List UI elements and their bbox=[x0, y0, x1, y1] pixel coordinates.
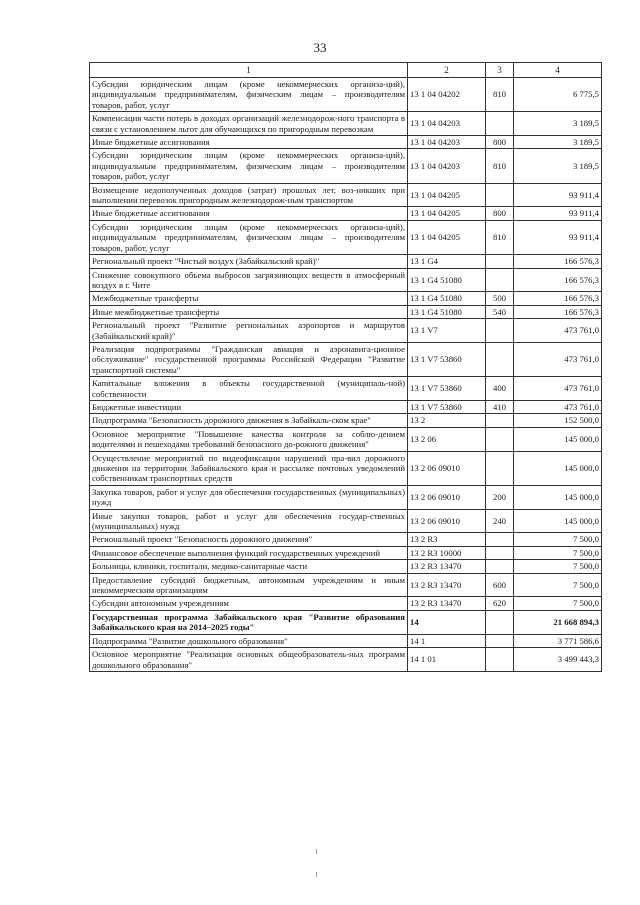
row-name: Подпрограмма "Развитие дошкольного образования" bbox=[90, 634, 408, 647]
row-code: 13 1 04 04203 bbox=[408, 149, 486, 183]
table-row bbox=[90, 400, 602, 413]
table-row bbox=[90, 255, 602, 268]
table-row bbox=[90, 183, 602, 207]
row-vr: 810 bbox=[486, 78, 514, 112]
row-name: Иные закупки товаров, работ и услуг для обеспечения государ-ственных (муниципальных) нужд bbox=[90, 509, 408, 533]
table-row bbox=[90, 112, 602, 136]
row-name: Субсидии юридическим лицам (кроме некоммерческих организа-ций), индивидуальным предпринимателям, физическим лицам – производителям товаров, работ, услуг bbox=[90, 149, 408, 183]
column-header: 1 bbox=[90, 63, 408, 78]
row-amount: 3 189,5 bbox=[514, 112, 602, 136]
table-row bbox=[90, 78, 602, 112]
row-name: Межбюджетные трансферты bbox=[90, 292, 408, 305]
row-code: 13 2 R3 10000 bbox=[408, 546, 486, 559]
row-amount: 473 761,0 bbox=[514, 400, 602, 413]
column-header: 3 bbox=[486, 63, 514, 78]
row-name: Иные бюджетные ассигнования bbox=[90, 207, 408, 220]
row-name: Капитальные вложения в объекты государственной (муниципаль-ной) собственности bbox=[90, 377, 408, 401]
row-code: 13 2 bbox=[408, 414, 486, 427]
row-vr bbox=[486, 610, 514, 634]
row-name: Финансовое обеспечение выполнения функций государственных учреждений bbox=[90, 546, 408, 559]
row-vr bbox=[486, 546, 514, 559]
row-code: 13 2 R3 13470 bbox=[408, 597, 486, 610]
row-amount: 152 500,0 bbox=[514, 414, 602, 427]
scan-mark bbox=[316, 849, 317, 854]
row-amount: 145 000,0 bbox=[514, 485, 602, 509]
row-vr: 540 bbox=[486, 305, 514, 318]
row-code: 13 1 04 04205 bbox=[408, 220, 486, 254]
table-row bbox=[90, 220, 602, 254]
row-amount: 93 911,4 bbox=[514, 183, 602, 207]
row-code: 13 2 R3 bbox=[408, 533, 486, 546]
table-row bbox=[90, 149, 602, 183]
budget-table bbox=[89, 62, 602, 672]
row-amount: 7 500,0 bbox=[514, 533, 602, 546]
row-name: Подпрограмма "Безопасность дорожного движения в Забайкаль-ском крае" bbox=[90, 414, 408, 427]
row-amount: 6 775,5 bbox=[514, 78, 602, 112]
table-row bbox=[90, 560, 602, 573]
row-code: 13 1 04 04205 bbox=[408, 207, 486, 220]
row-vr bbox=[486, 268, 514, 292]
row-code: 13 1 04 04203 bbox=[408, 112, 486, 136]
row-code: 13 1 G4 51080 bbox=[408, 268, 486, 292]
row-name: Государственная программа Забайкальского края "Развитие образования Забайкальского края на 2014–2025 годы" bbox=[90, 610, 408, 634]
row-code: 13 2 06 09010 bbox=[408, 509, 486, 533]
row-vr: 400 bbox=[486, 377, 514, 401]
row-vr bbox=[486, 451, 514, 485]
column-header-row bbox=[90, 63, 602, 78]
row-code: 13 2 06 09010 bbox=[408, 451, 486, 485]
row-amount: 21 668 894,3 bbox=[514, 610, 602, 634]
row-vr: 410 bbox=[486, 400, 514, 413]
table-row bbox=[90, 648, 602, 672]
row-name: Реализация подпрограммы "Гражданская авиация и аэронавига-ционное обслуживание" государственной программы Российской Федерации "Развитие транспортной системы" bbox=[90, 342, 408, 376]
row-vr: 810 bbox=[486, 220, 514, 254]
row-vr: 600 bbox=[486, 573, 514, 597]
row-amount: 166 576,3 bbox=[514, 305, 602, 318]
row-amount: 7 500,0 bbox=[514, 597, 602, 610]
row-vr: 500 bbox=[486, 292, 514, 305]
row-amount: 166 576,3 bbox=[514, 255, 602, 268]
row-vr: 200 bbox=[486, 485, 514, 509]
row-name: Возмещение недополученных доходов (затрат) прошлых лет, воз-никших при выполнении перевозок пригородным железнодорож-ным транспортом bbox=[90, 183, 408, 207]
scan-mark bbox=[316, 872, 317, 877]
row-name: Иные межбюджетные трансферты bbox=[90, 305, 408, 318]
row-vr bbox=[486, 255, 514, 268]
row-amount: 145 000,0 bbox=[514, 427, 602, 451]
table-row bbox=[90, 451, 602, 485]
row-code: 14 1 01 bbox=[408, 648, 486, 672]
row-code: 13 1 V7 53860 bbox=[408, 342, 486, 376]
row-vr bbox=[486, 414, 514, 427]
row-vr bbox=[486, 183, 514, 207]
table-row bbox=[90, 305, 602, 318]
row-amount: 93 911,4 bbox=[514, 207, 602, 220]
row-vr bbox=[486, 533, 514, 546]
table-row bbox=[90, 268, 602, 292]
row-code: 13 1 04 04203 bbox=[408, 136, 486, 149]
row-amount: 473 761,0 bbox=[514, 342, 602, 376]
table-row bbox=[90, 573, 602, 597]
table-row bbox=[90, 610, 602, 634]
table-body bbox=[90, 63, 602, 672]
table-row bbox=[90, 342, 602, 376]
row-amount: 3 189,5 bbox=[514, 136, 602, 149]
row-amount: 7 500,0 bbox=[514, 573, 602, 597]
row-amount: 3 189,5 bbox=[514, 149, 602, 183]
row-code: 13 1 G4 51080 bbox=[408, 305, 486, 318]
row-amount: 7 500,0 bbox=[514, 546, 602, 559]
row-name: Региональный проект "Чистый воздух (Забайкальский край)" bbox=[90, 255, 408, 268]
table-row bbox=[90, 533, 602, 546]
row-name: Региональный проект "Развитие региональных аэропортов и маршрутов (Забайкальский край)" bbox=[90, 319, 408, 343]
row-name: Субсидии юридическим лицам (кроме некоммерческих организа-ций), индивидуальным предпринимателям, физическим лицам – производителям товаров, работ, услуг bbox=[90, 220, 408, 254]
row-vr: 240 bbox=[486, 509, 514, 533]
table-row bbox=[90, 136, 602, 149]
table-row bbox=[90, 597, 602, 610]
row-name: Снижение совокупного объема выбросов загрязняющих веществ в атмосферный воздух в г. Чите bbox=[90, 268, 408, 292]
row-code: 14 bbox=[408, 610, 486, 634]
row-code: 13 1 V7 bbox=[408, 319, 486, 343]
row-vr bbox=[486, 342, 514, 376]
row-name: Закупка товаров, работ и услуг для обеспечения государственных (муниципальных) нужд bbox=[90, 485, 408, 509]
table-row bbox=[90, 292, 602, 305]
row-name: Субсидии автономным учреждениям bbox=[90, 597, 408, 610]
row-name: Основное мероприятие "Реализация основных общеобразователь-ных программ дошкольного образования" bbox=[90, 648, 408, 672]
row-code: 13 1 04 04205 bbox=[408, 183, 486, 207]
column-header: 4 bbox=[514, 63, 602, 78]
row-vr: 800 bbox=[486, 207, 514, 220]
row-vr bbox=[486, 634, 514, 647]
table-row bbox=[90, 427, 602, 451]
row-amount: 166 576,3 bbox=[514, 292, 602, 305]
row-vr bbox=[486, 112, 514, 136]
row-code: 13 1 V7 53860 bbox=[408, 400, 486, 413]
row-amount: 473 761,0 bbox=[514, 319, 602, 343]
row-name: Региональный проект "Безопасность дорожного движения" bbox=[90, 533, 408, 546]
row-code: 13 1 04 04202 bbox=[408, 78, 486, 112]
table-row bbox=[90, 414, 602, 427]
row-name: Субсидии юридическим лицам (кроме некоммерческих организа-ций), индивидуальным предпринимателям, физическим лицам – производителям товаров, работ, услуг bbox=[90, 78, 408, 112]
table-row bbox=[90, 546, 602, 559]
row-vr: 810 bbox=[486, 149, 514, 183]
row-name: Предоставление субсидий бюджетным, автономным учреждениям и иным некоммерческим организациям bbox=[90, 573, 408, 597]
row-amount: 7 500,0 bbox=[514, 560, 602, 573]
table-row bbox=[90, 634, 602, 647]
row-name: Бюджетные инвестиции bbox=[90, 400, 408, 413]
page-number: 33 bbox=[313, 40, 327, 55]
row-vr bbox=[486, 560, 514, 573]
row-name: Основное мероприятие "Повышение качества контроля за соблю-дением водителями и пешеходами требований безопасного до-рожного движения" bbox=[90, 427, 408, 451]
row-amount: 145 000,0 bbox=[514, 509, 602, 533]
row-code: 13 2 R3 13470 bbox=[408, 573, 486, 597]
table-row bbox=[90, 207, 602, 220]
row-amount: 473 761,0 bbox=[514, 377, 602, 401]
row-name: Компенсация части потерь в доходах организаций железнодорож-ного транспорта в связи с установлением льгот для обучающихся по пригородным перевозкам bbox=[90, 112, 408, 136]
table-row bbox=[90, 377, 602, 401]
row-amount: 145 000,0 bbox=[514, 451, 602, 485]
row-vr: 620 bbox=[486, 597, 514, 610]
row-name: Осуществление мероприятий по видеофиксации нарушений пра-вил дорожного движения на территории Забайкальского края и рассылке почтовых уведомлений собственникам транспортных средств bbox=[90, 451, 408, 485]
row-code: 13 1 V7 53860 bbox=[408, 377, 486, 401]
row-amount: 3 499 443,3 bbox=[514, 648, 602, 672]
row-amount: 3 771 586,6 bbox=[514, 634, 602, 647]
row-code: 13 1 G4 51080 bbox=[408, 292, 486, 305]
table-row bbox=[90, 509, 602, 533]
row-code: 13 2 06 bbox=[408, 427, 486, 451]
row-code: 13 2 06 09010 bbox=[408, 485, 486, 509]
row-code: 13 2 R3 13470 bbox=[408, 560, 486, 573]
row-code: 14 1 bbox=[408, 634, 486, 647]
column-header: 2 bbox=[408, 63, 486, 78]
row-vr bbox=[486, 319, 514, 343]
row-amount: 166 576,3 bbox=[514, 268, 602, 292]
row-code: 13 1 G4 bbox=[408, 255, 486, 268]
table-row bbox=[90, 319, 602, 343]
row-amount: 93 911,4 bbox=[514, 220, 602, 254]
row-vr bbox=[486, 648, 514, 672]
table-row bbox=[90, 485, 602, 509]
row-vr: 800 bbox=[486, 136, 514, 149]
row-name: Иные бюджетные ассигнования bbox=[90, 136, 408, 149]
row-name: Больницы, клиники, госпитали, медико-санитарные части bbox=[90, 560, 408, 573]
row-vr bbox=[486, 427, 514, 451]
